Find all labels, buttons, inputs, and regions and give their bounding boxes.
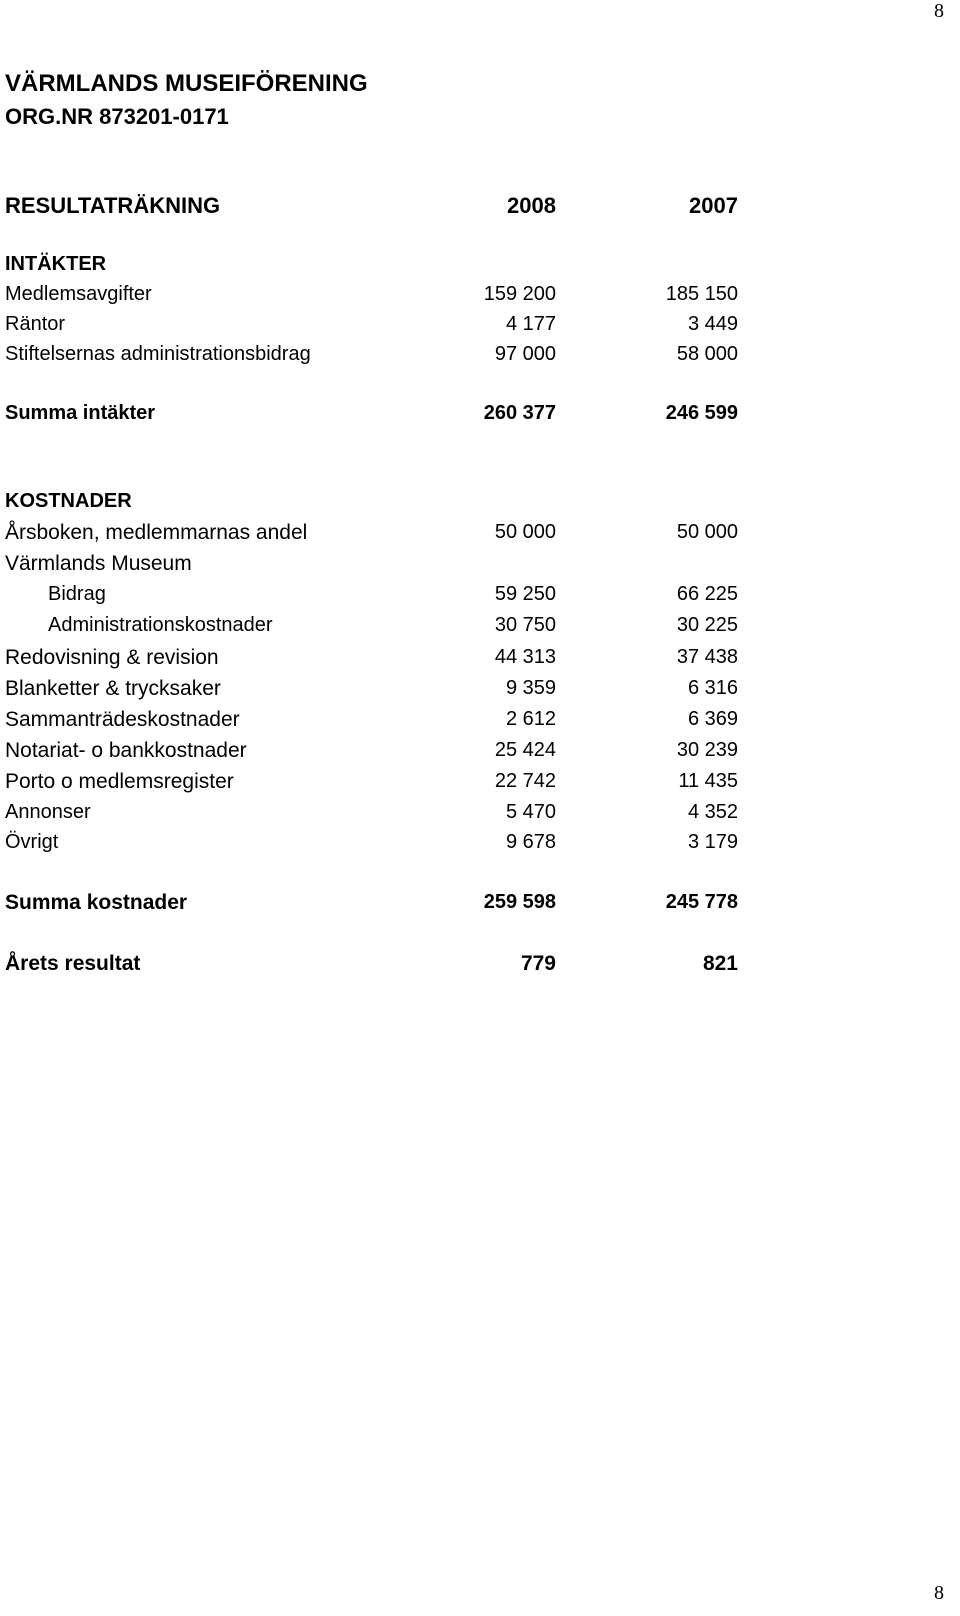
value-2008: 22 742 (494, 770, 556, 792)
page-number-bottom: 8 (934, 1582, 944, 1604)
row-label: Blanketter & trycksaker (5, 677, 221, 700)
value-2007: 245 778 (665, 891, 738, 913)
row-label: Värmlands Museum (5, 552, 192, 575)
row-label: Övrigt (5, 831, 59, 853)
value-2008: 25 424 (494, 739, 556, 761)
income-heading-row (0, 253, 960, 283)
row-label: Annonser (5, 801, 91, 823)
value-2007: 66 225 (676, 583, 738, 605)
row-label: Administrationskostnader (48, 614, 273, 636)
row-label: Porto o medlemsregister (5, 770, 234, 793)
table-row (0, 646, 960, 676)
value-2008: 30 750 (494, 614, 556, 636)
row-label: Summa kostnader (5, 891, 188, 914)
page-number-top: 8 (934, 0, 944, 22)
row-label: Bidrag (48, 583, 106, 605)
statement-title: RESULTATRÄKNING (5, 193, 221, 218)
row-label: Notariat- o bankkostnader (5, 739, 247, 762)
value-2007: 246 599 (665, 402, 738, 424)
row-label: Summa intäkter (5, 402, 156, 424)
row-label: Räntor (5, 313, 66, 335)
organization-name: VÄRMLANDS MUSEIFÖRENING (5, 70, 368, 97)
year-previous: 2007 (689, 193, 738, 218)
income-heading: INTÄKTER (5, 253, 107, 275)
year-current: 2008 (507, 193, 556, 218)
table-row (0, 614, 960, 644)
value-2007: 37 438 (676, 646, 738, 668)
value-2008: 59 250 (494, 583, 556, 605)
value-2007: 30 239 (676, 739, 738, 761)
statement-header-row (0, 193, 960, 223)
table-row (0, 831, 960, 861)
result-row (0, 952, 960, 982)
value-2008: 97 000 (494, 343, 556, 365)
value-2008: 5 470 (505, 801, 556, 823)
value-2007: 30 225 (676, 614, 738, 636)
value-2008: 4 177 (505, 313, 556, 335)
value-2008: 9 678 (505, 831, 556, 853)
table-row (0, 313, 960, 343)
income-total-row (0, 402, 960, 432)
row-label: Stiftelsernas administrationsbidrag (5, 343, 311, 365)
row-label: Sammanträdeskostnader (5, 708, 240, 731)
value-2007: 821 (702, 952, 738, 975)
table-row (0, 770, 960, 800)
table-row (0, 677, 960, 707)
value-2008: 50 000 (494, 521, 556, 543)
row-label: Medlemsavgifter (5, 283, 152, 305)
value-2007: 4 352 (687, 801, 738, 823)
table-row (0, 583, 960, 613)
table-row (0, 283, 960, 313)
value-2008: 2 612 (505, 708, 556, 730)
value-2008: 260 377 (483, 402, 556, 424)
value-2007: 50 000 (676, 521, 738, 543)
value-2007: 3 179 (687, 831, 738, 853)
organization-number: ORG.NR 873201-0171 (5, 104, 229, 129)
row-label: Redovisning & revision (5, 646, 219, 669)
value-2008: 259 598 (483, 891, 556, 913)
value-2008: 779 (520, 952, 556, 975)
table-row (0, 708, 960, 738)
costs-heading-row (0, 490, 960, 520)
table-row (0, 739, 960, 769)
value-2008: 9 359 (505, 677, 556, 699)
table-row (0, 552, 960, 582)
value-2007: 58 000 (676, 343, 738, 365)
value-2007: 11 435 (678, 770, 738, 792)
value-2007: 6 316 (687, 677, 738, 699)
value-2008: 159 200 (483, 283, 556, 305)
value-2008: 44 313 (494, 646, 556, 668)
table-row (0, 801, 960, 831)
costs-heading: KOSTNADER (5, 490, 132, 512)
row-label: Årets resultat (5, 952, 141, 975)
table-row (0, 521, 960, 551)
value-2007: 185 150 (665, 283, 738, 305)
value-2007: 6 369 (687, 708, 738, 730)
costs-total-row (0, 891, 960, 921)
table-row (0, 343, 960, 373)
value-2007: 3 449 (687, 313, 738, 335)
row-label: Årsboken, medlemmarnas andel (5, 521, 308, 544)
